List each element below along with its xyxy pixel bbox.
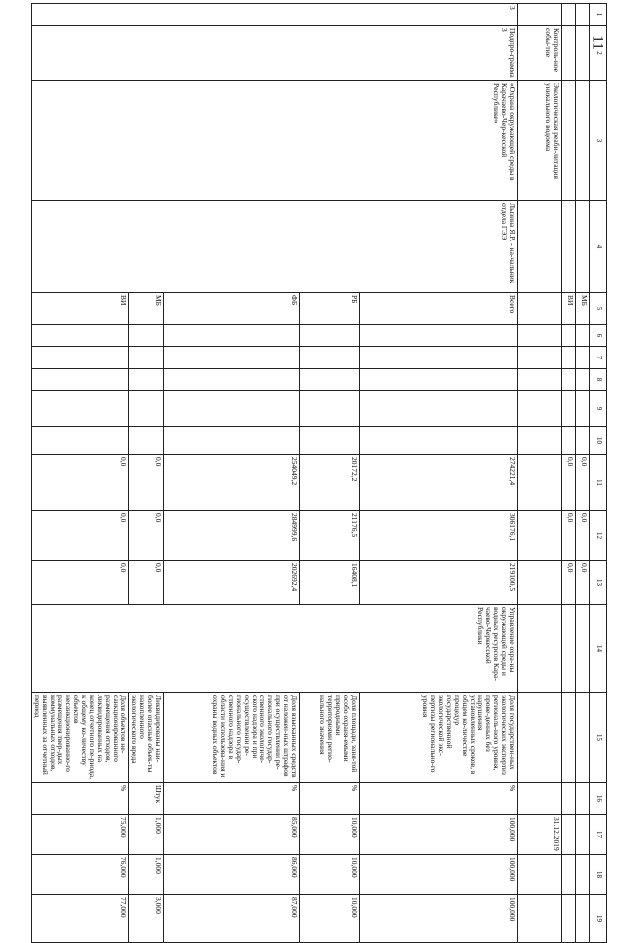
colnum: 17 (590, 815, 607, 855)
finance-source: ВИ (562, 293, 576, 325)
colnum: 11 (590, 455, 607, 511)
unit: Штук (129, 783, 164, 815)
target-value: 76,000 (32, 855, 130, 895)
colnum: 18 (590, 855, 607, 895)
colnum: 9 (590, 391, 607, 427)
unit: % (164, 783, 300, 815)
control-event-label: Контроль-ное собы-тие (518, 26, 562, 81)
target-value: 100,000 (360, 895, 518, 943)
target-value: 3,000 (129, 895, 164, 943)
page-number: 11 (589, 35, 606, 50)
cell-value: 0,0 (562, 455, 576, 511)
target-value: 1,000 (129, 855, 164, 895)
cell-value: 0,0 (129, 511, 164, 561)
target-value: 77,000 (32, 895, 130, 943)
indicator-name: Доля площади, заня-той особо охраня-емыми природными территориями регио-нального значения (300, 693, 360, 783)
cell-value: 0,0 (129, 561, 164, 605)
finance-source: Всего (360, 293, 518, 325)
colnum: 2 (590, 26, 607, 81)
target-value: 85,000 (164, 815, 300, 855)
finance-source: МБ (129, 293, 164, 325)
cell-value: 0,0 (32, 561, 130, 605)
unit: % (32, 783, 130, 815)
cell-value: 219100,5 (360, 561, 518, 605)
program-table (31, 3, 607, 943)
cell-value: 0,0 (562, 511, 576, 561)
target-value: 86,000 (164, 855, 300, 895)
colnum: 6 (590, 325, 607, 347)
control-event-row (518, 4, 562, 943)
indicator-name: Ликвидированы наи-более опасные объек-ты накопленного экологического вреда (129, 693, 164, 783)
subprogram-title: «Охрана окружающей среды в Карачаево-Чер-кесской Республике» (32, 81, 518, 201)
indicator-name: Доля государствен-ных экологических экспертиз региональ-ного уровня, прове-денных без нарушения установленных сроков, в общем ко-личестве процедур государственной экологической экс-пертизы регионально-го уровня (360, 693, 518, 783)
colnum: 15 (590, 693, 607, 783)
target-value: 10,000 (300, 815, 360, 855)
colnum: 7 (590, 347, 607, 369)
subprogram-name: Подпро-грамма 3 (32, 26, 518, 81)
indicator-name: Доля объектов не-санкционированного размещения отходов, ликвидированных на конец отчетного пе-риода, к общему ко-личеству объектов несанкционированно-го размещения твер-дых коммунальных отходов, выявленных за отчетный период (32, 693, 130, 783)
colnum: 1 (590, 4, 607, 26)
cell-value: 306176,1 (360, 511, 518, 561)
target-value: 75,000 (32, 815, 130, 855)
unit: % (360, 783, 518, 815)
cell-value: 254049,2 (164, 455, 300, 511)
column-number-row (590, 4, 607, 943)
finance-source: РБ (300, 293, 360, 325)
table-row (576, 4, 590, 943)
control-event-date: 31.12.2019 (518, 815, 562, 855)
cell-value: 274221,4 (360, 455, 518, 511)
unit: % (300, 783, 360, 815)
target-value: 100,000 (360, 815, 518, 855)
colnum: 14 (590, 605, 607, 693)
target-value: 10,000 (300, 855, 360, 895)
target-value: 100,000 (360, 855, 518, 895)
cell-value: 20172,2 (300, 455, 360, 511)
target-value: 87,000 (164, 895, 300, 943)
indicator-name: Доля взысканных средств от наложен-ных штрафов при осуществлении ре-гионального государ-ственного экологиче-ского надзора и при осуществлении ре-гионального государ-ственного надзора в области использова-ния и охраны водных объектов (164, 693, 300, 783)
control-event-text: Экологическая реаби-литация уникального водоема (518, 81, 562, 201)
cell-value: 0,0 (562, 561, 576, 605)
cell-value: 0,0 (32, 511, 130, 561)
colnum: 16 (590, 783, 607, 815)
colnum: 13 (590, 561, 607, 605)
colnum: 10 (590, 427, 607, 455)
cell-value: 0,0 (576, 511, 590, 561)
colnum: 12 (590, 511, 607, 561)
colnum: 8 (590, 369, 607, 391)
colnum: 3 (590, 81, 607, 201)
colnum: 5 (590, 293, 607, 325)
rotated-page (32, 3, 607, 922)
colnum: 19 (590, 895, 607, 943)
indicator-organization: Управление охра-ны окружающей среды и водных ресурсов Кара-чаево-Черкесской Республики (32, 605, 518, 693)
table-row (360, 4, 518, 943)
target-value: 10,000 (300, 895, 360, 943)
table-row (562, 4, 576, 943)
cell-value: 16408,1 (300, 561, 360, 605)
cell-value: 0,0 (32, 455, 130, 511)
finance-source: МБ (576, 293, 590, 325)
colnum: 4 (590, 201, 607, 293)
finance-source: ВИ (32, 293, 130, 325)
cell-value: 0,0 (129, 455, 164, 511)
rotated-table-frame (32, 3, 607, 922)
cell-value: 21176,5 (300, 511, 360, 561)
cell-value: 202692,4 (164, 561, 300, 605)
subprogram-number: 3 (32, 4, 518, 26)
finance-source: ФБ (164, 293, 300, 325)
target-value: 1,000 (129, 815, 164, 855)
responsible-executor: Лызина Я.Р. - на-чальник отдела ГЭЭ (32, 201, 518, 293)
cell-value: 0,0 (576, 455, 590, 511)
cell-value: 284999,6 (164, 511, 300, 561)
cell-value: 0,0 (576, 561, 590, 605)
